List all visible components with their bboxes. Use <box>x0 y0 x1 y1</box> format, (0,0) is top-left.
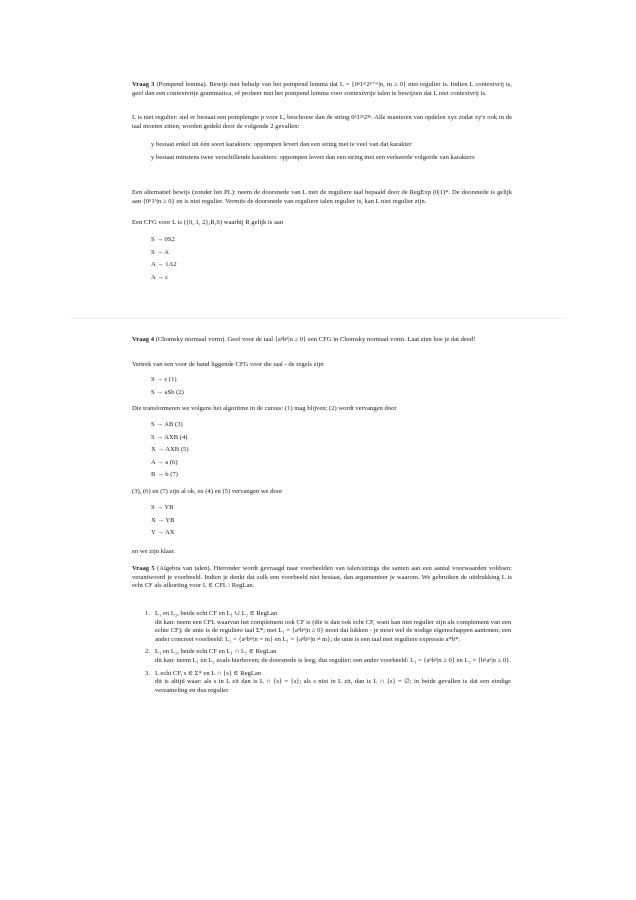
item-number: 2. <box>145 648 150 656</box>
q5-title: Vraag 5 <box>132 565 155 572</box>
q3-subtitle: (Pompend lemma). <box>156 81 208 88</box>
q3-grammar-rules <box>151 234 177 284</box>
item-heading: L echt CF, s ∈ Σ* en L ∩ {s} ∈ RegLan <box>155 669 262 677</box>
q3-statement-text: Bewijs met behulp van het pompend lemma dat L = {0ⁿ1ᵐ2ⁿ⁺ᵐ|n, m ≥ 0} niet regulier is. Indien L contextvrij is, geef dan een contextvrije grammatica, of probeer met het pompend lemma voor contextvrije talen te bewijzen dat L niet contextvrij is. <box>132 81 512 97</box>
q4-rules-2 <box>151 419 189 482</box>
q3-statement <box>132 81 512 98</box>
q5-statement-text: Hieronder wordt gevraagd naar voorbeelden van talen/strings die samen aan een aantal voorwaarden voldoen: verantwoord je voorbeeld. Indien je denkt dat zulk een voorbeeld niet bestaat, dan argumenteer je waarom. We gebruiken de uitdrukking L is echt CF als afkorting voor L ∈ CFL \ RegLan. <box>132 565 512 590</box>
grammar-rule: S → 0S2 <box>151 236 175 243</box>
item-number: 3. <box>145 669 150 677</box>
list-item <box>145 670 511 696</box>
grammar-rule: S → A <box>151 248 169 256</box>
q4-statement <box>132 336 512 345</box>
grammar-rule: S → aSb (2) <box>151 388 184 396</box>
list-item <box>145 610 511 644</box>
q4-title: Vraag 4 <box>132 336 155 343</box>
grammar-rule: B → b (7) <box>151 471 178 478</box>
q3-title: Vraag 3 <box>132 81 155 88</box>
item-heading: L₁ en L₂, beide echt CF en L₁ ∩ L₂ ∈ RegLan <box>155 648 277 656</box>
grammar-rule: Y → AX <box>151 529 175 536</box>
q4-para3: (3), (6) en (7) zijn al ok, en (4) en (5) vervangen we door <box>132 488 283 495</box>
grammar-rule: A → ϵ <box>151 273 168 281</box>
q4-para2: Die transformeren we volgens het algoritme in de cursus: (1) mag blijven; (2) wordt vervangen door <box>132 405 397 412</box>
item-body: dit is altijd waar: als s in L zit dan is L ∩ {s} = {s}; als s niet in L zit, dan is L ∩ {s} = ∅; in beide gevallen is dat een eindige verzameling en dus regulier <box>155 678 511 694</box>
q3-bullet-list <box>151 141 511 162</box>
grammar-rule: S → ϵ (1) <box>151 376 177 383</box>
grammar-rule: X → AXB (5) <box>151 446 189 453</box>
q3-para1: L is niet regulier: stel er bestaat een pomplengte p voor L, beschouw dan de string 0ᵖ1²ᵖ2³ᵖ. Alle manieren van opdelen xyz zodat xyⁱz ook in de taal moeten zitten, worden gedekt door de volgende 2 gevallen: <box>132 114 512 130</box>
grammar-rule: S → AB (3) <box>151 421 183 428</box>
item-heading: L₁ en L₂, beide echt CF en L₁ ∪ L₂ ∈ RegLan <box>155 610 278 617</box>
q4-rules-1 <box>151 374 184 399</box>
item-number: 1. <box>145 610 150 617</box>
list-item <box>145 648 511 665</box>
q5-statement <box>132 565 512 591</box>
q3-bullet-2: y bestaat minstens twee verschillende karakters: oppompen levert dan een string met een verkeerde volgorde van karakters <box>151 153 475 161</box>
grammar-rule: S → AXB (4) <box>151 433 188 441</box>
grammar-rule: A → 1A2 <box>151 261 177 268</box>
q5-item-list <box>145 610 511 699</box>
grammar-rule: A → a (6) <box>151 458 178 466</box>
q3-para2: Een alternatief bewijs (zonder het PL): neem de doorsnede van L met de reguliere taal bepaald door de RegExp (0|1)*. De doorsnede is gelijk aan {0ⁿ1ⁿ|n ≥ 0} en is niet regulier. Vermits de doorsnede van reguliere talen regulier is, kan L niet regulier zijn. <box>132 189 512 205</box>
grammar-rule: X → YB <box>151 516 175 524</box>
q4-statement-text: Geef voor de taal {aⁿbⁿ|n ≥ 0} een CFG in Chomsky normaal vorm. Laat zien hoe je dat deed! <box>227 336 476 343</box>
q4-subtitle: (Chomsky normaal vorm). <box>155 336 226 343</box>
q4-rules-3 <box>151 502 175 540</box>
page-divider <box>70 318 566 319</box>
q3-bullet-1: y bestaat enkel uit één soort karakters: oppompen levert dan een string met te veel van dat karakter <box>151 141 412 148</box>
q4-para1: Vertrek van een voor de hand liggende CFG voor die taal - de regels zijn <box>132 361 324 368</box>
item-body: dit kan: neem een CFL waarvan het complement ook CF is (die is dan ook echt CF, want kan niet regulier zijn als complement van een echte CF); de unie is de reguliere taal Σ*; met L₁ = {aⁿbⁿ|n ≥ 0} moet dat lukken - je moet wel de nodige eigenschappen aantonen; een ander concreet voorbeeld: L₁ = {aⁿbᵐ|n = m} en L₁ = {aⁿbᵐ|n ≠ m}; de unie is een taal met reguliere expressie a*b*. <box>155 618 511 643</box>
q3-para3: Een CFG voor L is ({0, 1, 2},R,S) waarbij R gelijk is aan <box>132 219 284 226</box>
q5-subtitle: (Algebra van talen). <box>157 565 212 572</box>
q4-para4: en we zijn klaar. <box>132 548 176 555</box>
item-body: dit kan: neem L₁ en L₂ zoals hierboven; de doorsnede is leeg, dus regulier; een ander voorbeeld: L₁ = {aⁿbⁿ|n ≥ 0} en L₂ = {bⁿaⁿ|n ≥ 0}. <box>155 656 511 664</box>
grammar-rule: S → YB <box>151 504 174 511</box>
